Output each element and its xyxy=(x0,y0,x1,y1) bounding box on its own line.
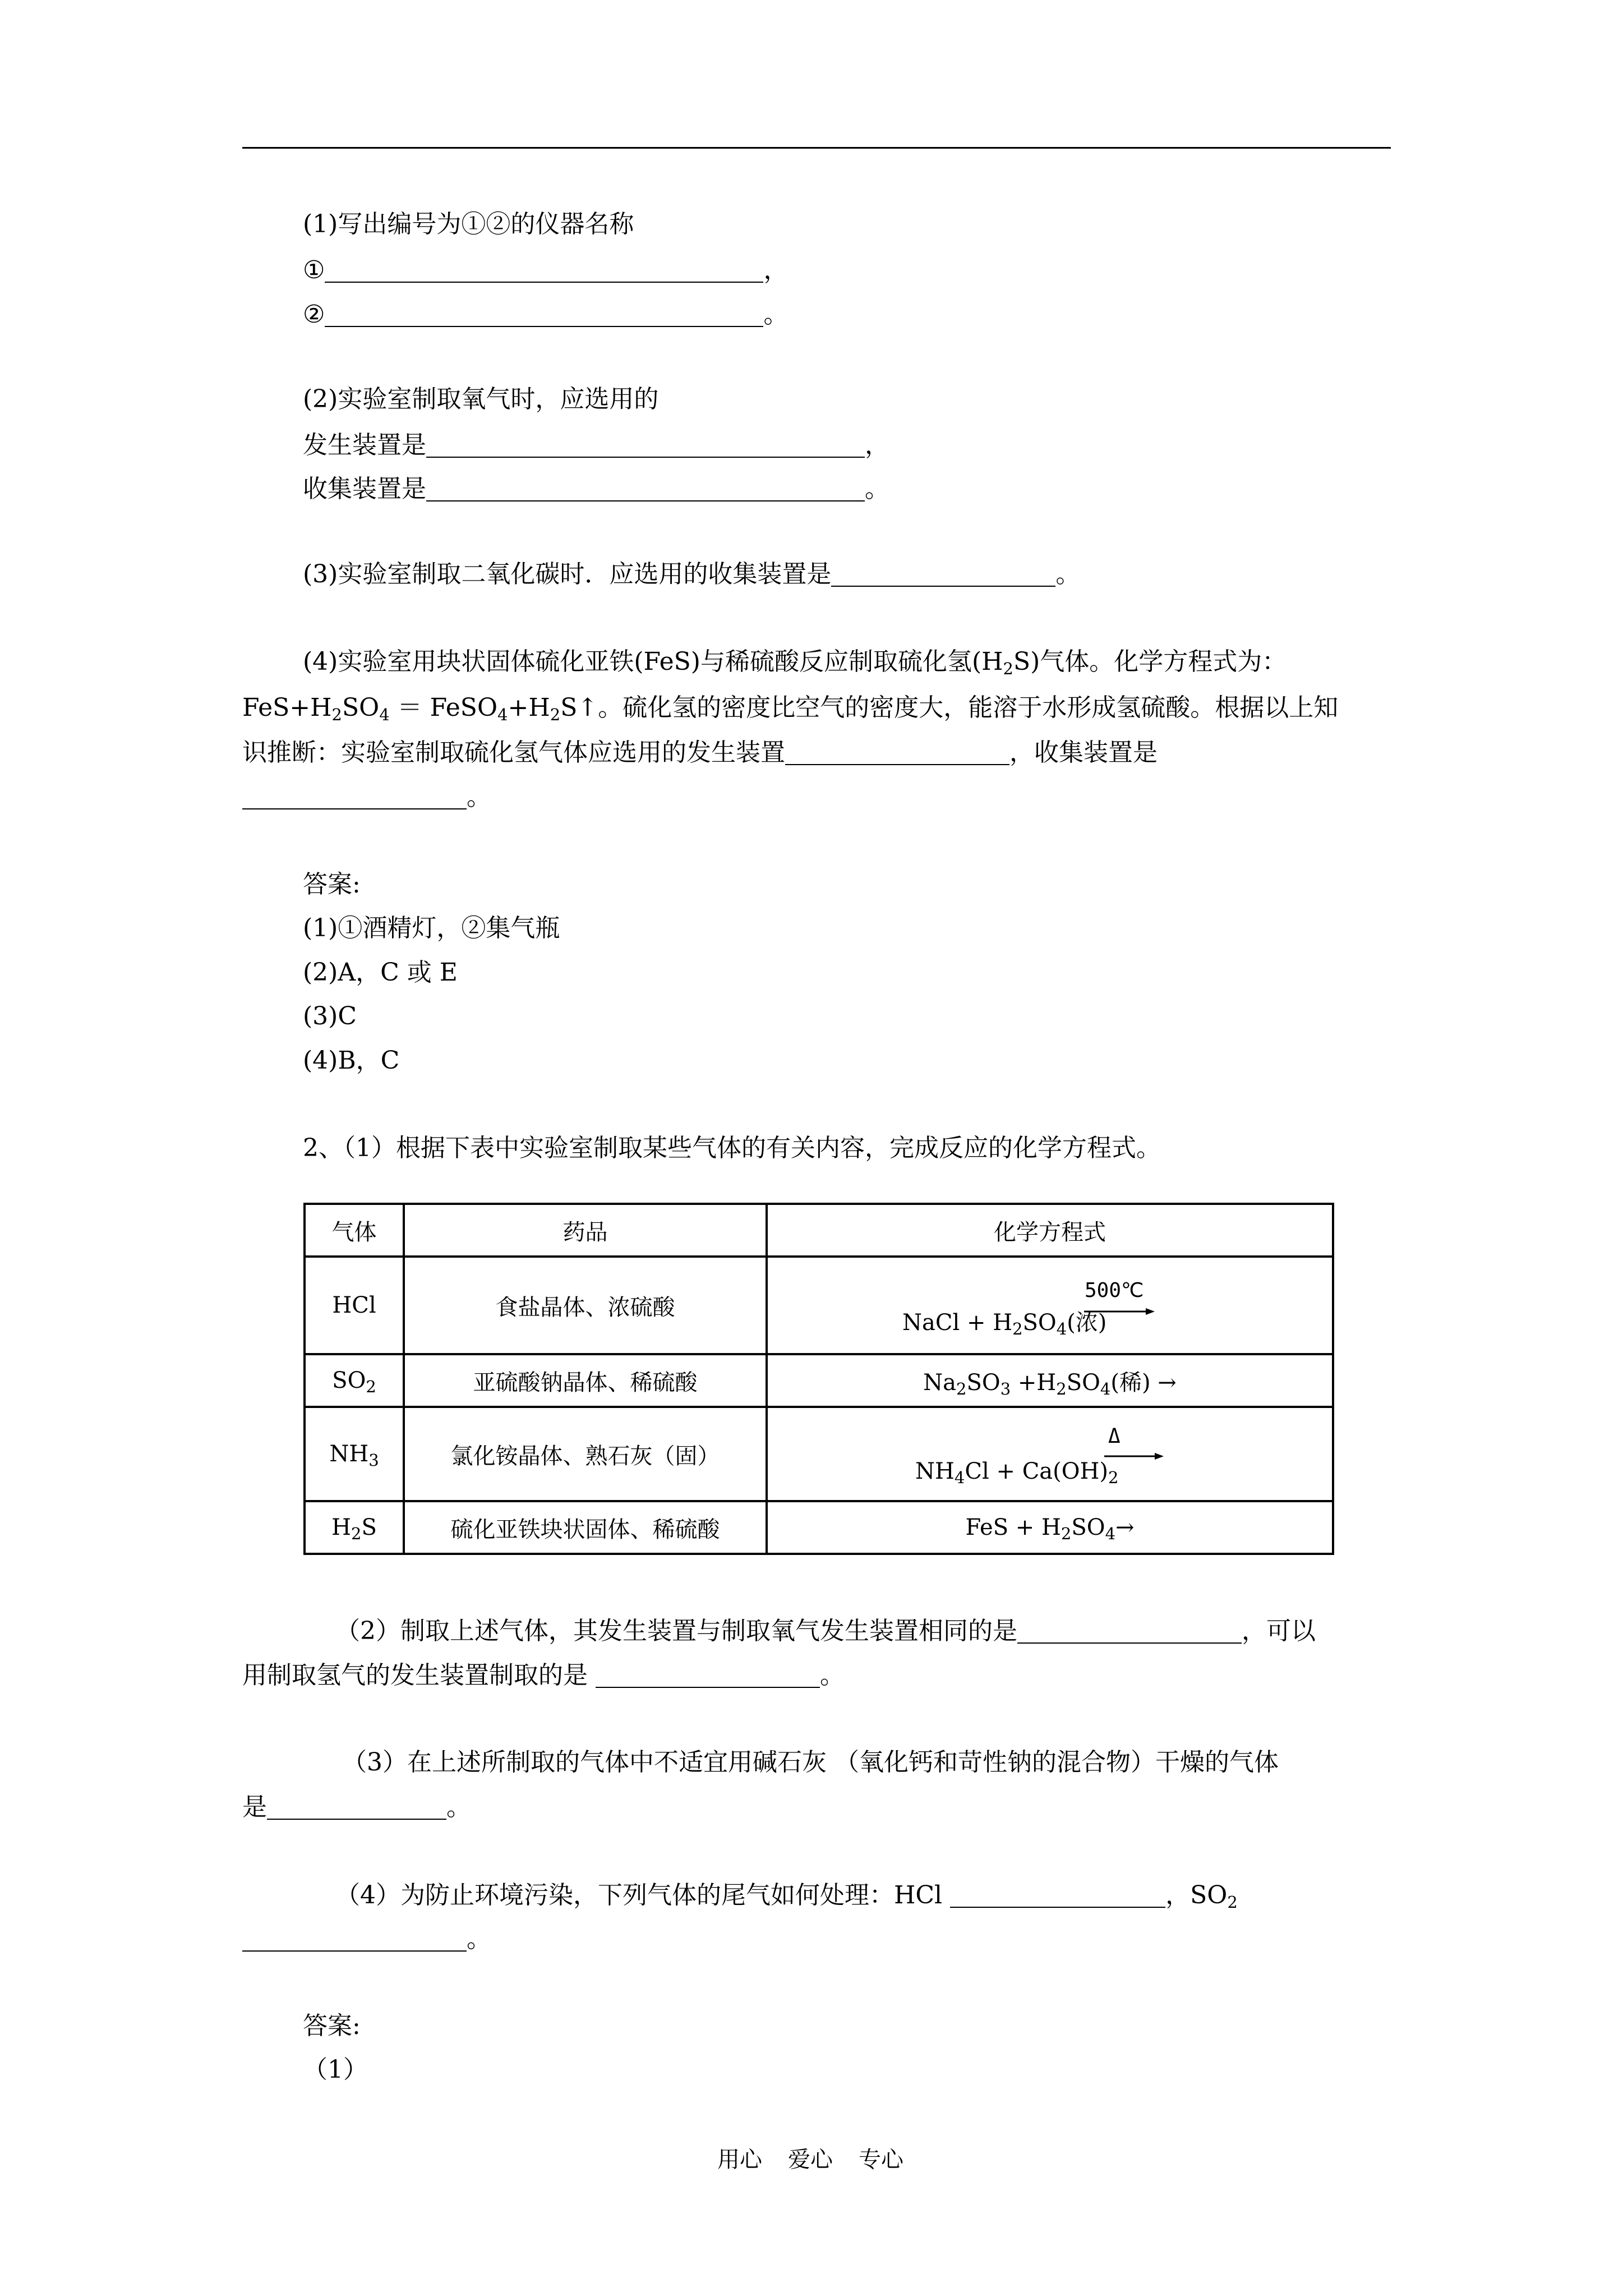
q1-part1-item1: ① ， xyxy=(303,256,789,284)
q1-part2-collector: 收集装置是 。 xyxy=(303,475,889,503)
footer-item: 专心 xyxy=(859,2147,903,2173)
answer-blank[interactable] xyxy=(1017,1618,1242,1644)
answer-blank[interactable] xyxy=(950,1882,1165,1908)
gas-cell: $H_2S$ xyxy=(305,1501,404,1554)
answer-blank[interactable] xyxy=(242,1926,467,1952)
answer-blank[interactable] xyxy=(242,784,467,809)
q2-part2-line1: （2）制取上述气体，其发生装置与制取氧气发生装置相同的是 ，可以 xyxy=(335,1617,1316,1645)
answer-label: 答案: xyxy=(303,2012,361,2040)
q1-part4-line1: (4)实验室用块状固体硫化亚铁(FeS)与稀硫酸反应制取硫化氢$(H_2S)$气体。化学方程式为： xyxy=(303,647,1287,678)
reaction-condition: Δ xyxy=(1108,1425,1121,1448)
table-header-row xyxy=(305,1204,1333,1257)
gas-cell: HCl xyxy=(305,1257,404,1354)
answer-blank[interactable] xyxy=(596,1662,820,1688)
q1-part1-item2: ② 。 xyxy=(303,300,789,329)
q1-part4-line3: 识推断：实验室制取硫化氢气体应选用的发生装置 ，收集装置是 xyxy=(242,738,1158,767)
header-rule xyxy=(242,147,1391,149)
footer-item: 爱心 xyxy=(788,2147,833,2173)
table-header-cell: 药品 xyxy=(404,1204,767,1257)
reagents-cell: 食盐晶体、浓硫酸 xyxy=(404,1257,767,1354)
answer-blank[interactable] xyxy=(325,257,763,283)
table-header-cell: 气体 xyxy=(305,1204,404,1257)
equation-cell: $NH_4Cl + Ca(OH)_2$ Δ xyxy=(767,1407,1333,1501)
equation-cell: FeS + $H_2SO_4\to$ xyxy=(767,1501,1333,1554)
answer-item: （1） xyxy=(303,2055,368,2084)
reaction-condition: 500℃ xyxy=(1085,1279,1144,1302)
answer-label: 答案: xyxy=(303,870,361,899)
q1-part2-generator: 发生装置是 ， xyxy=(303,431,889,459)
answer-blank[interactable] xyxy=(831,561,1055,587)
q2-part4-line1: （4）为防止环境污染，下列气体的尾气如何处理：HCl ，$SO_2$ xyxy=(335,1881,1238,1912)
answer-item: (2)A，C 或 E xyxy=(303,958,458,987)
table-row xyxy=(305,1407,1333,1501)
gas-cell: $NH_3$ xyxy=(305,1407,404,1501)
q1-part1-intro: (1)写出编号为①②的仪器名称 xyxy=(303,210,634,238)
answer-item: (3)C xyxy=(303,1002,357,1030)
answer-blank[interactable] xyxy=(267,1794,446,1820)
footer-item: 用心 xyxy=(717,2147,762,2173)
answer-blank[interactable] xyxy=(426,476,865,501)
q2-part4-line2: 。 xyxy=(242,1926,491,1952)
answer-blank[interactable] xyxy=(325,301,763,327)
equation-cell: $Na_2SO_3 +H_2SO_4$(稀) → xyxy=(767,1354,1333,1407)
table-header-cell: 化学方程式 xyxy=(767,1204,1333,1257)
reaction-arrow-icon xyxy=(1083,1306,1156,1317)
reaction-arrow-icon xyxy=(1103,1451,1165,1462)
q1-part2-intro: (2)实验室制取氧气时，应选用的 xyxy=(303,385,659,413)
table-row xyxy=(305,1354,1333,1407)
answer-item: (1)①酒精灯，②集气瓶 xyxy=(303,914,560,942)
gas-cell: $SO_2$ xyxy=(305,1354,404,1407)
answer-item: (4)B，C xyxy=(303,1046,400,1075)
equation-cell: NaCl + $H_2SO_4$(浓) 500℃ xyxy=(767,1257,1333,1354)
answer-blank[interactable] xyxy=(785,739,1009,765)
table-row xyxy=(305,1501,1333,1554)
q1-part3: (3)实验室制取二氧化碳时．应选用的收集装置是 。 xyxy=(303,560,1081,588)
table-row xyxy=(305,1257,1333,1354)
q2-part2-line2: 用制取氢气的发生装置制取的是 。 xyxy=(242,1661,845,1690)
q2-intro: 2、（1）根据下表中实验室制取某些气体的有关内容，完成反应的化学方程式。 xyxy=(303,1134,1161,1162)
answer-blank[interactable] xyxy=(426,432,865,458)
q2-part3-line2: 是 。 xyxy=(242,1793,471,1821)
q1-part4-line2: $FeS+H_2SO_4$ ＝ $FeSO_4+H_2S↑$。硫化氢的密度比空气的密度大，能溶于水形成氢硫酸。根据以上知 xyxy=(242,693,1339,724)
q1-part4-line4: 。 xyxy=(242,784,491,809)
q2-part3-line1: （3）在上述所制取的气体中不适宜用碱石灰 （氧化钙和苛性钠的混合物）干燥的气体 xyxy=(342,1748,1279,1777)
gas-preparation-table xyxy=(303,1203,1334,1555)
page-footer xyxy=(717,2142,929,2174)
reagents-cell: 亚硫酸钠晶体、稀硫酸 xyxy=(404,1354,767,1407)
reagents-cell: 氯化铵晶体、熟石灰（固） xyxy=(404,1407,767,1501)
reagents-cell: 硫化亚铁块状固体、稀硫酸 xyxy=(404,1501,767,1554)
